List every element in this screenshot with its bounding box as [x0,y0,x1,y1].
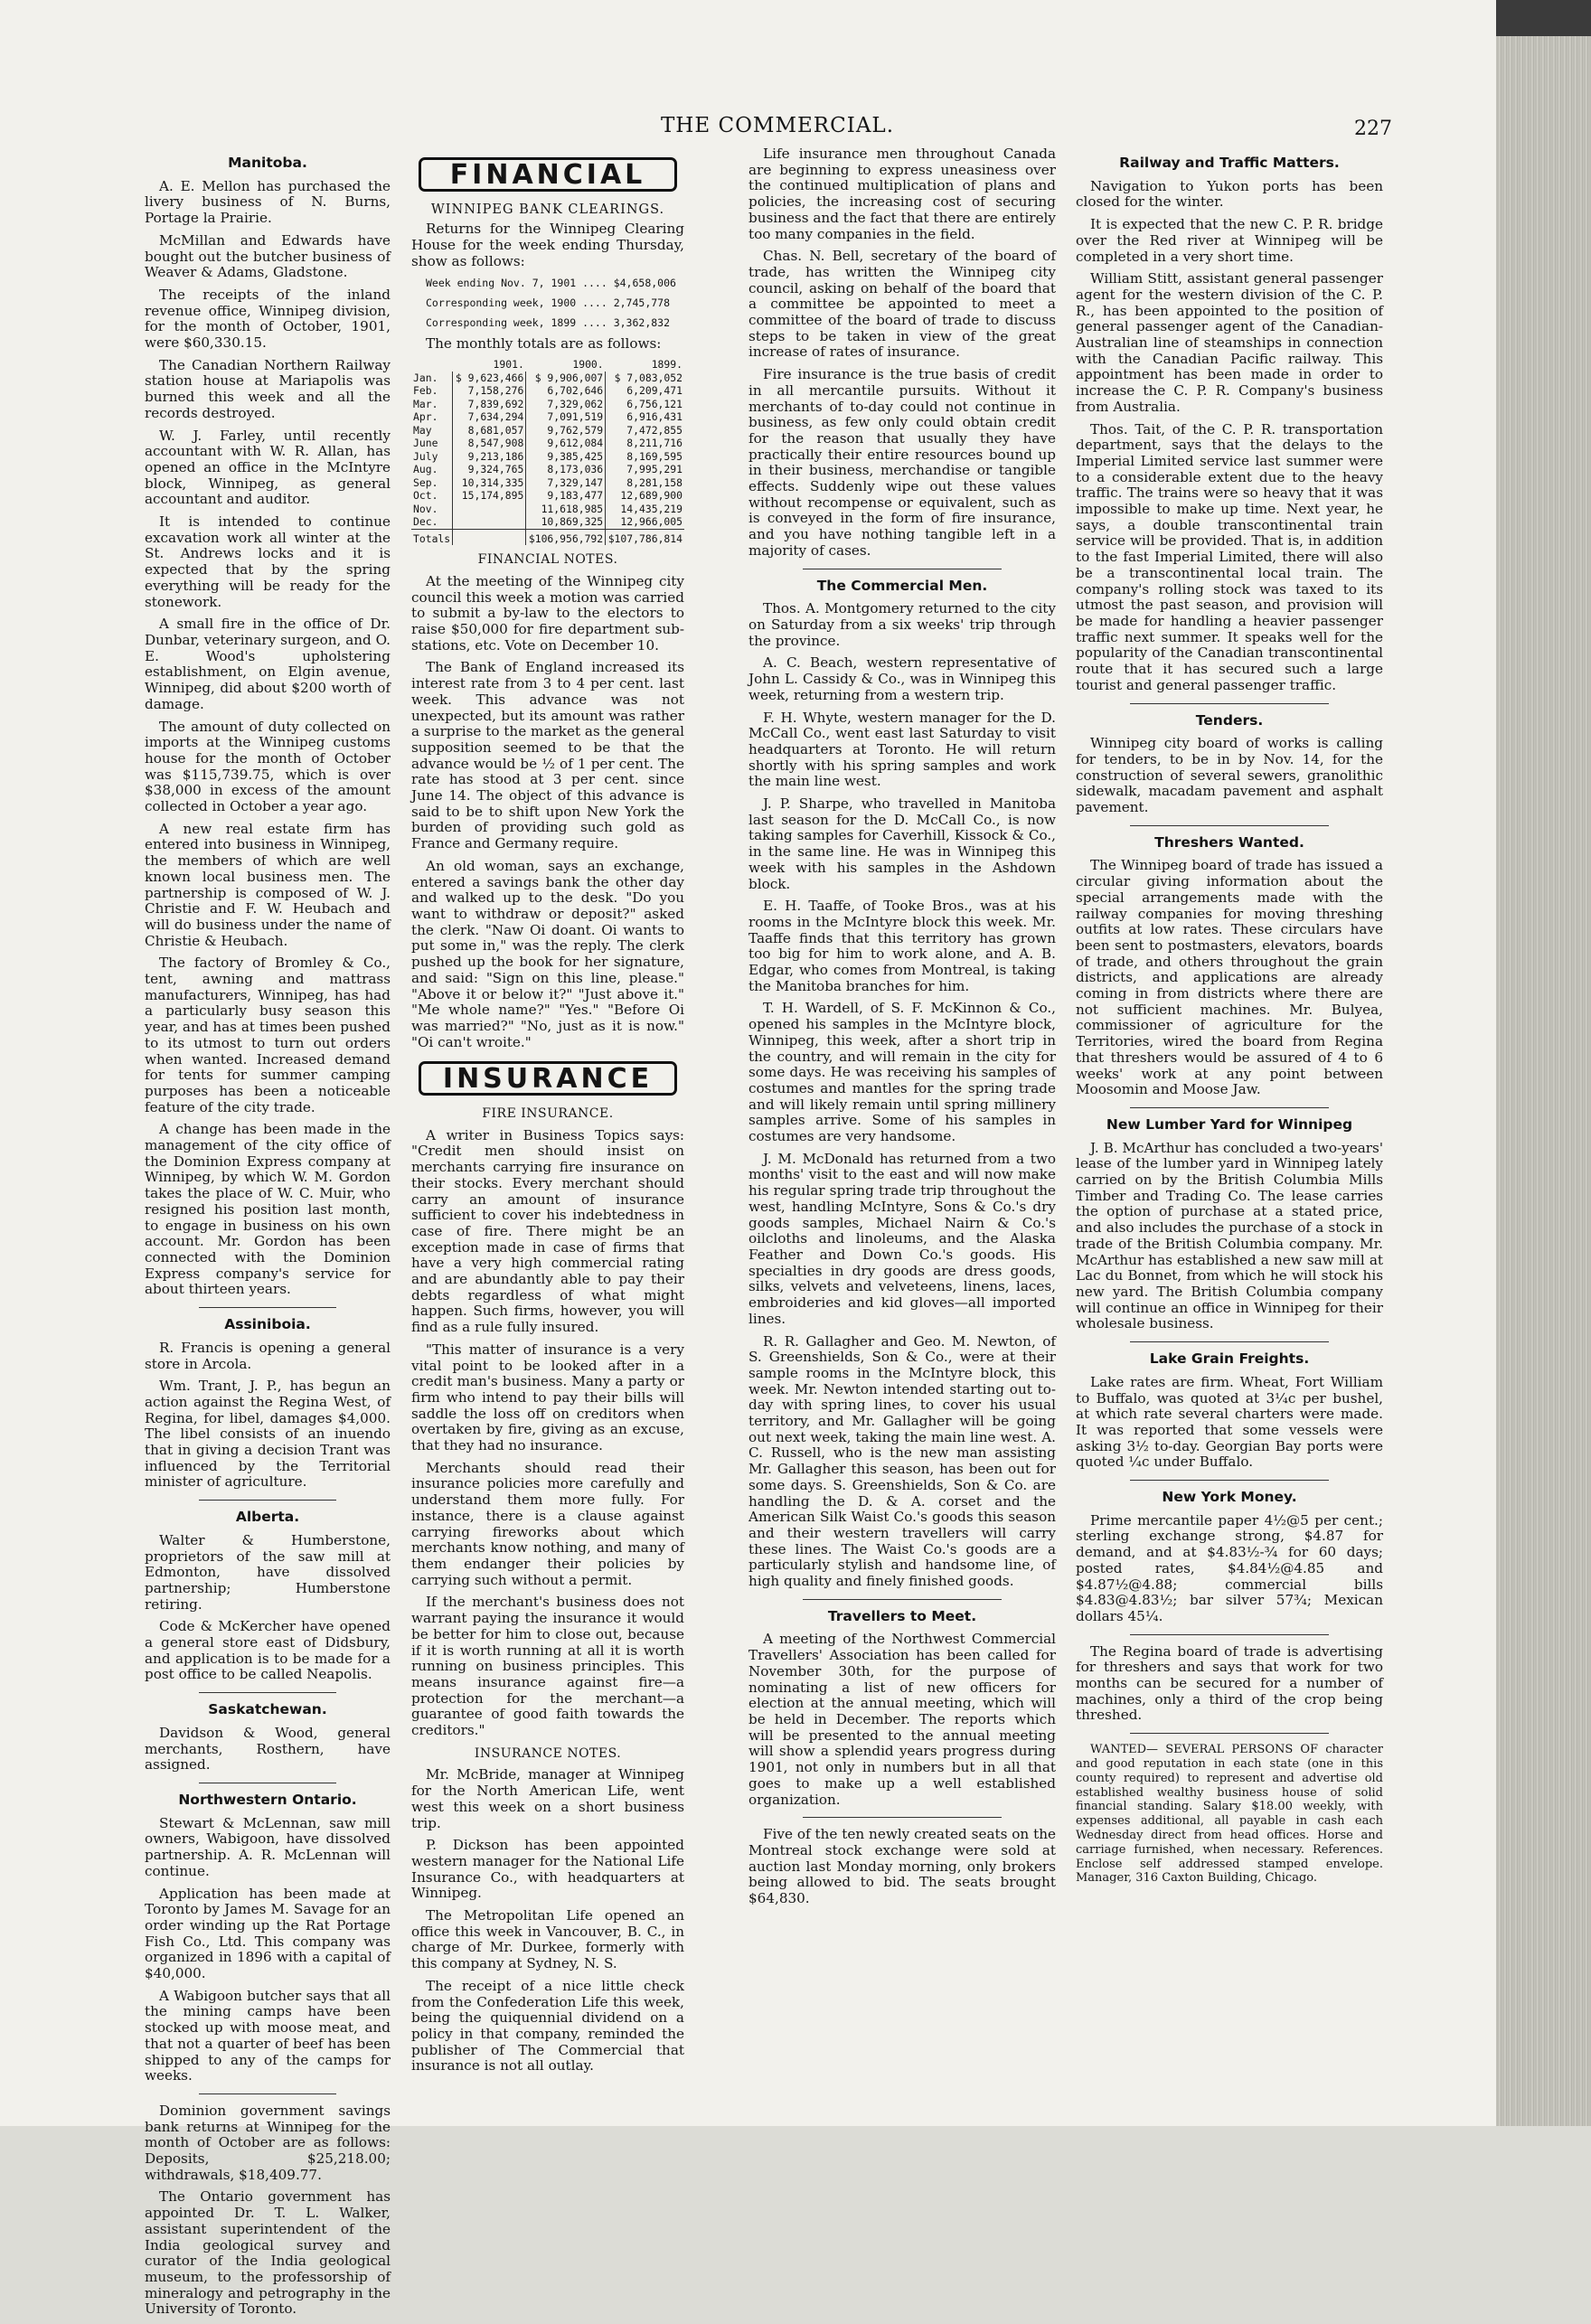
subheading-financial-notes: FINANCIAL NOTES. [477,552,618,568]
article-paragraph: Dominion government savings bank returns at Winnipeg for the month of October are as follows: Deposits, $25,218.00; withdrawals, $18,409.77. [145,2102,391,2183]
table-header-row [411,358,684,372]
article-paragraph: Fire insurance is the true basis of credit in all mercantile pursuits. Without it merchants of to-day could not continue in business, as few only could obtain credit for the reason that usually they have practically their entire resources bound up in their business, merchandise or tangible effects. Suddenly wipe out these values without recompense or equivalent, such as is conveyed in the form of fire insurance, and you have nothing tangible left in a majority of cases. [748,366,1056,559]
section-heading-manitoba: Manitoba. [228,155,307,171]
month-cell: July [413,449,438,463]
section-heading-travellers: Travellers to Meet. [827,1607,977,1624]
article-paragraph: The Ontario government has appointed Dr. T. L. Walker, assistant superintendent of the India geological survey and curator of the India geological museum, to the professorship of mineralogy and petrography in the University of Toronto. [145,2188,391,2318]
month-cell: Nov. [413,502,438,515]
article-paragraph: Merchants should read their insurance policies more carefully and understand them more fully. For instance, there is a clause against carrying fireworks about which merchants know nothing, and many of them endanger their policies by carrying such without a permit. [411,1459,684,1588]
value-cell: 8,681,057 [453,424,526,438]
year-header: 1899. [651,358,683,372]
divider [1130,703,1329,704]
article-paragraph: J. P. Sharpe, who travelled in Manitoba last season for the D. McCall Co., is now taking samples for Caverhill, Kissock & Co., in the same line. He was in Winnipeg this week with his samples in the Ashdown block. [748,795,1056,892]
article-paragraph: Prime mercantile paper 4½@5 per cent.; sterling exchange strong, $4.87 for demand, and at $4.83½-¾ for 60 days; posted rates, $4.84½@4.85 and $4.87½@4.88; commercial bills $4.83@4.83½; bar silver 57¾; Mexican dollars 45¼. [1076,1511,1383,1624]
value-cell: 10,314,335 [453,476,526,490]
article-paragraph: Lake rates are firm. Wheat, Fort William to Buffalo, was quoted at 3¼c per bushel, at which rate several charters were made. It was reported that some vessels were asking 3½ to-day. Georgian Bay ports were quoted ¼c under Buffalo. [1076,1373,1383,1471]
article-paragraph: The Canadian Northern Railway station house at Mariapolis was burned this week and all the records destroyed. [145,356,391,421]
article-paragraph: A new real estate firm has entered into business in Winnipeg, the members of which are well known local business men. The partnership is composed of W. J. Christie and F. W. Heubach and will do business under the name of Christie & Heubach. [145,820,391,949]
clearings-rows [411,372,684,530]
column-4 [1076,146,1383,1892]
article-paragraph: Davidson & Wood, general merchants, Rosthern, have assigned. [145,1724,391,1774]
article-paragraph: P. Dickson has been appointed western manager for the National Life Insurance Co., with headquarters at Winnipeg. [411,1837,684,1902]
value-cell: 8,547,908 [453,437,526,450]
value-cell: 6,756,121 [606,398,684,411]
divider [803,1817,1002,1818]
table-row [411,503,684,516]
section-heading-money: New York Money. [1162,1489,1297,1506]
page-number: 227 [1354,118,1392,140]
monthly-label: The monthly totals are as follows: [426,334,662,352]
month-cell: Aug. [413,463,438,476]
article-paragraph: If the merchant's business does not warrant paying the insurance it would be better for him to close out, because if it is worth running at all it is worth running on business principles. This means insurance against fire—a protection for the merchant—a guarantee of good faith towards the creditors." [411,1594,684,1739]
table-cell [453,529,526,545]
financial-banner: FINANCIAL [419,157,677,192]
article-paragraph: J. B. McArthur has concluded a two-years' lease of the lumber yard in Winnipeg lately carried on by the British Columbia Mills Timber and Trading Co. The lease carries the option of purchase at a stated price, and also includes the purchase of a stock in trade of the British Columbia company. Mr. McArthur has established a new saw mill at Lac du Bonnet, from which he will stock his new yard. The British Columbia company will continue an office in Winnipeg for their wholesale business. [1076,1139,1383,1332]
article-paragraph: An old woman, says an exchange, entered a savings bank the other day and walked up to the desk. "Do you want to withdraw or deposit?" asked the clerk. "Naw Oi doant. Oi wants to put some in," was the reply. The clerk pushed up the book for her signature, and said: "Sign on this line, please." "Above it or below it?" "Just above it." "Me whole name?" "Yes." "Before Oi was married?" "No, just as it is now." "Oi can't wroite." [411,857,684,1050]
value-cell: 7,091,519 [526,410,606,424]
value-cell: 7,329,062 [526,398,606,411]
value-cell [453,503,526,516]
subheading-insurance-notes: INSURANCE NOTES. [474,1745,622,1761]
value-cell: 9,612,084 [526,437,606,450]
article-paragraph: A change has been made in the management of the city office of the Dominion Express company at Winnipeg, by which W. M. Gordon takes the place of W. C. Muir, who resigned his position last month, to engage in business on his own account. Mr. Gordon has been connected with the Dominion Express company's service for about thirteen years. [145,1121,391,1298]
article-paragraph: Navigation to Yukon ports has been closed for the winter. [1076,177,1383,211]
column-2 [411,146,684,2081]
divider [1130,1480,1329,1481]
book-page-edges [1496,0,1591,2126]
section-heading-alberta: Alberta. [235,1509,300,1526]
article-paragraph: The factory of Bromley & Co., tent, awning and mattrass manufacturers, Winnipeg, has had a particularly busy season this year, and has at times been pushed to its utmost to turn out orders when wanted. Increased demand for tents for summer camping purposes has been a noticeable feature of the city trade. [145,955,391,1115]
clearings-table [411,358,684,545]
weekly-line: Week ending Nov. 7, 1901 .... $4,658,006 [426,276,676,289]
value-cell: 12,966,005 [606,515,684,529]
value-cell: $ 7,083,052 [606,372,684,385]
month-cell: Mar. [413,397,438,410]
value-cell: 10,869,325 [526,515,606,529]
value-cell: 8,173,036 [526,463,606,476]
value-cell: 14,435,219 [606,503,684,516]
divider [1130,1341,1329,1342]
totals-row [411,529,684,545]
table-row [411,489,684,503]
article-paragraph: T. H. Wardell, of S. F. McKinnon & Co., opened his samples in the McIntyre block, Winnipeg, this week, after a short trip in the country, and will remain in the city for some days. He was receiving his samples of costumes and mantles for the spring trade and will likely remain until spring millinery samples arrive. Some of his samples in costumes are very handsome. [748,1000,1056,1145]
article-paragraph: A meeting of the Northwest Commercial Travellers' Association has been called for November 30th, for the purpose of nominating a list of new officers for election at the annual meeting, which will be held in December. The reports which will be presented to the annual meeting will show a splendid years progress during 1901, not only in numbers but in all that goes to make up a well established organization. [748,1631,1056,1808]
divider [803,1599,1002,1600]
article-paragraph: Chas. N. Bell, secretary of the board of trade, has written the Winnipeg city council, asking on behalf of the board that a committee be appointed to meet a committee of the board of trade to discuss steps to be taken in view of the great increase of rates of insurance. [748,248,1056,361]
article-paragraph: A. C. Beach, western representative of John L. Cassidy & Co., was in Winnipeg this week, returning from a western trip. [748,654,1056,703]
value-cell [453,515,526,529]
article-paragraph: The receipt of a nice little check from the Confederation Life this week, being the quiquennial dividend on a policy in that company, reminded the publisher of The Commercial that insurance is not all outlay. [411,1977,684,2075]
value-cell: 8,211,716 [606,437,684,450]
table-cell: $106,956,792 [526,529,606,545]
value-cell: 8,281,158 [606,476,684,490]
article-paragraph: F. H. Whyte, western manager for the D. McCall Co., went east last Saturday to visit headquarters at Toronto. He will return shortly with his spring samples and work the main line west. [748,709,1056,790]
table-row [411,515,684,529]
value-cell: 15,174,895 [453,489,526,503]
section-heading-saskatchewan: Saskatchewan. [208,1701,327,1718]
divider [1130,1733,1329,1734]
article-paragraph: Wm. Trant, J. P., has begun an action against the Regina West, of Regina, for libel, damages $4,000. The libel consists of an inuendo that in giving a decision Trant was influenced by the Territorial minister of agriculture. [145,1378,391,1491]
value-cell: 7,472,855 [606,424,684,438]
article-paragraph: A writer in Business Topics says: "Credit men should insist on merchants carrying fire insurance on their stocks. Every merchant should carry an amount of insurance sufficient to cover his indebtedness in case of fire. There might be an exception made in case of firms that have a very high commercial rating and are abundantly able to pay their debts regardless of what might happen. Such firms, however, you will find as a rule fully insured. [411,1126,684,1336]
article-paragraph: McMillan and Edwards have bought out the butcher business of Weaver & Adams, Gladstone. [145,231,391,281]
article-paragraph: Thos. Tait, of the C. P. R. transportation department, says that the delays to the Imperial Limited service last summer were to a considerable extent due to the heavy traffic. The trains were so heavy that it was impossible to make up time. Next year, he says, a double transcontinental train service will be provided. That is, in addition to the fast Imperial Limited, there will also be a transcontinental local train. The company's rolling stock was taxed to its utmost the past season, and provision will be made for handling a heavier passenger traffic next summer. It speaks well for the popularity of the Canadian transcontinental route that it has secured such a large tourist and general passenger traffic. [1076,420,1383,693]
value-cell: 7,839,692 [453,398,526,411]
running-head: THE COMMERCIAL. [660,114,895,137]
section-heading-tenders: Tenders. [1195,711,1264,729]
table-row [411,384,684,398]
divider [199,1692,336,1693]
article-paragraph: J. M. McDonald has returned from a two months' visit to the east and will now make his regular spring trade trip throughout the west, handling McIntyre, Sons & Co.'s dry goods samples, Michael Nairn & Co.'s oilcloths and linoleums, and the Alaska Feather and Down Co.'s goods. His specialties in dry goods are dress goods, silks, velvets and velveteens, linens, laces, embroideries and kid gloves—all imported lines. [748,1150,1056,1327]
value-cell: 12,689,900 [606,489,684,503]
subheading-fire-insurance: FIRE INSURANCE. [482,1106,614,1122]
article-paragraph: Thos. A. Montgomery returned to the city on Saturday from a six weeks' trip through the province. [748,600,1056,649]
divider [199,1307,336,1308]
insurance-banner: INSURANCE [419,1061,677,1096]
section-heading-commercial-men: The Commercial Men. [816,577,988,594]
year-header: 1900. [572,358,604,372]
divider [1130,1107,1329,1108]
article-paragraph: It is expected that the new C. P. R. bridge over the Red river at Winnipeg will be completed in a very short time. [1076,216,1383,265]
section-heading-nw-ontario: Northwestern Ontario. [178,1791,357,1808]
value-cell: 6,209,471 [606,384,684,398]
totals-label: Totals [411,529,453,545]
divider [1130,825,1329,826]
month-cell: Feb. [413,384,438,398]
value-cell: $ 9,623,466 [453,372,526,385]
divider [199,1500,336,1501]
month-cell: June [413,437,438,450]
clearings-intro: Returns for the Winnipeg Clearing House for the week ending Thursday, show as follows: [411,221,684,269]
value-cell: 6,702,646 [526,384,606,398]
divider [199,2093,336,2094]
table-row [411,437,684,450]
section-heading-assiniboia: Assiniboia. [224,1316,311,1333]
value-cell: 7,158,276 [453,384,526,398]
article-paragraph: Life insurance men throughout Canada are beginning to express uneasiness over the continued multiplication of plans and policies, the increasing cost of securing business and the fact that there are entirely too many companies in the field. [748,146,1056,242]
article-paragraph: A. E. Mellon has purchased the livery business of N. Burns, Portage la Prairie. [145,177,391,227]
value-cell: 7,634,294 [453,410,526,424]
divider [1130,1634,1329,1635]
value-cell: $ 9,906,007 [526,372,606,385]
value-cell: 9,183,477 [526,489,606,503]
article-paragraph: Winnipeg city board of works is calling for tenders, to be in by Nov. 14, for the construction of several sewers, granolithic sidewalk, macadam pavement and asphalt pavement. [1076,735,1383,816]
section-heading-lumber: New Lumber Yard for Winnipeg [1106,1115,1353,1133]
table-cell [411,358,453,372]
month-cell: Oct. [413,489,438,503]
section-heading-railway: Railway and Traffic Matters. [1119,155,1340,171]
table-cell: $107,786,814 [606,529,684,545]
value-cell: 9,213,186 [453,450,526,464]
column-3 [748,146,1056,1914]
value-cell: 9,385,425 [526,450,606,464]
weekly-line: Corresponding week, 1900 .... 2,745,778 [426,296,671,309]
month-cell: Sep. [413,475,438,489]
article-paragraph: The Metropolitan Life opened an office this week in Vancouver, B. C., in charge of Mr. Durkee, formerly with this company at Sydney, N. S. [411,1907,684,1972]
article-paragraph: A small fire in the office of Dr. Dunbar, veterinary surgeon, and O. E. Wood's upholstering establishment, on Elgin avenue, Winnipeg, did about $200 worth of damage. [145,616,391,712]
section-heading-grain: Lake Grain Freights. [1149,1350,1310,1368]
table-row [411,463,684,476]
article-paragraph: At the meeting of the Winnipeg city council this week a motion was carried to submit a by-law to the electors to raise $50,000 for fire department sub-stations, etc. Vote on December 10. [411,572,684,654]
table-row [411,410,684,424]
section-heading-threshers: Threshers Wanted. [1154,833,1304,851]
article-paragraph: "This matter of insurance is a very vital point to be looked after in a credit man's business. Many a party or firm who intend to pay their bills will saddle the loss off on creditors when overtaken by fire, giving as an excuse, that they had no insurance. [411,1341,684,1454]
value-cell: 9,762,579 [526,424,606,438]
article-paragraph: R. R. Gallagher and Geo. M. Newton, of S. Greenshields, Son & Co., were at their sample rooms in the McIntyre block, this week. Mr. Newton intended starting out to-day with spring lines, to cover his usual territory, and Mr. Gallagher will be going out next week, taking the main line west. A. C. Russell, who is the new man assisting Mr. Gallagher this season, has been out for some days. S. Greenshields, Son & Co. are handling the D. & A. corset and the American Silk Waist Co.'s goods this season and their western travellers will carry these lines. The Waist Co.'s goods are a particularly stylish and handsome line, of high quality and finely finished goods. [748,1332,1056,1590]
article-paragraph: The amount of duty collected on imports at the Winnipeg customs house for the month of October was $115,739.75, which is over $38,000 in excess of the amount collected in October a year ago. [145,718,391,815]
article-paragraph: It is intended to continue excavation work all winter at the St. Andrews locks and it is expected that by the spring everything will be ready for the stonework. [145,513,391,610]
article-paragraph: R. Francis is opening a general store in Arcola. [145,1339,391,1372]
article-paragraph: William Stitt, assistant general passenger agent for the western division of the C. P. R., has been appointed to the position of general passenger agent of the Canadian-Australian line of steamships in connection with the Canadian Pacific railway. This appointment has been made in order to increase the C. P. R. Company's business from Australia. [1076,270,1383,415]
article-paragraph: The receipts of the inland revenue office, Winnipeg division, for the month of October, 1901, were $60,330.15. [145,286,391,352]
value-cell: 11,618,985 [526,503,606,516]
weekly-line: Corresponding week, 1899 .... 3,362,832 [426,315,671,329]
article-paragraph: Walter & Humberstone, proprietors of the saw mill at Edmonton, have dissolved partnership; Humberstone retiring. [145,1531,391,1613]
value-cell: 9,324,765 [453,463,526,476]
month-cell: Apr. [413,410,438,424]
value-cell: 7,329,147 [526,476,606,490]
table-row [411,424,684,438]
column-1 [145,146,391,2324]
value-cell: 6,916,431 [606,410,684,424]
clearings-heading: WINNIPEG BANK CLEARINGS. [430,202,665,217]
scanner-shadow [1496,0,1591,36]
article-paragraph: A Wabigoon butcher says that all the mining camps have been stocked up with moose meat, and that not a quarter of beef has been shipped to any of the camps for weeks. [145,1987,391,2084]
article-paragraph: The Winnipeg board of trade has issued a circular giving information about the special arrangements made with the railway companies for moving threshing outfits at low rates. These circulars have been sent to postmasters, elevators, boards of trade, and others throughout the grain districts, and applications are already coming in from districts where there are not sufficient machines. Mr. Bulyea, commissioner of agriculture for the Territories, wired the board from Regina that threshers would be assured of 4 to 6 weeks' work at any point between Moosomin and Moose Jaw. [1076,857,1383,1098]
article-paragraph: Application has been made at Toronto by James M. Savage for an order winding up the Rat Portage Fish Co., Ltd. This company was organized in 1896 with a capital of $40,000. [145,1885,391,1982]
table-row [411,476,684,490]
month-cell: May [413,423,432,437]
month-cell: Dec. [413,515,438,529]
value-cell: 8,169,595 [606,450,684,464]
article-paragraph: E. H. Taaffe, of Tooke Bros., was at his rooms in the McIntyre block this week. Mr. Taaffe finds that this territory has grown too big for him to work alone, and A. B. Edgar, who comes from Montreal, is taking the Manitoba branches for him. [748,898,1056,994]
month-cell: Jan. [413,371,438,384]
article-paragraph: The Regina board of trade is advertising for threshers and says that work for two months can be secured for a number of machines, only a third of the crop being threshed. [1076,1642,1383,1724]
year-header: 1901. [493,358,524,372]
value-cell: 7,995,291 [606,463,684,476]
table-row [411,398,684,411]
table-row [411,450,684,464]
article-paragraph: Code & McKercher have opened a general store east of Didsbury, and application is to be made for a post office to be called Neapolis. [145,1618,391,1683]
article-paragraph: Five of the ten newly created seats on the Montreal stock exchange were sold at auction last Monday morning, only brokers being allowed to bid. The seats brought $64,830. [748,1826,1056,1907]
article-paragraph: W. J. Farley, until recently accountant with W. R. Allan, has opened an office in the McIntyre block, Winnipeg, as general accountant and auditor. [145,427,391,508]
article-paragraph: The Bank of England increased its interest rate from 3 to 4 per cent. last week. This advance was not unexpected, but its amount was rather a surprise to the market as the general supposition seemed to be that the advance would be ½ of 1 per cent. The rate has stood at 3 per cent. since June 14. The object of this advance is said to be to shift upon New York the burden of providing such gold as France and Germany require. [411,659,684,852]
table-row [411,372,684,385]
article-paragraph: Mr. McBride, manager at Winnipeg for the North American Life, went west this week on a short business trip. [411,1766,684,1831]
classified-ad: WANTED— SEVERAL PERSONS OF character and good reputation in each state (one in this county required) to represent and advertise old established wealthy business house of solid financial standing. Salary $18.00 weekly, with expenses additional, all payable in cash each Wednesday direct from head offices. Horse and carriage furnished, when necessary. References. Enclose self addressed stamped envelope. Manager, 316 Caxton Building, Chicago. [1076,1743,1383,1886]
article-paragraph: Stewart & McLennan, saw mill owners, Wabigoon, have dissolved partnership. A. R. McLennan will continue. [145,1814,391,1879]
